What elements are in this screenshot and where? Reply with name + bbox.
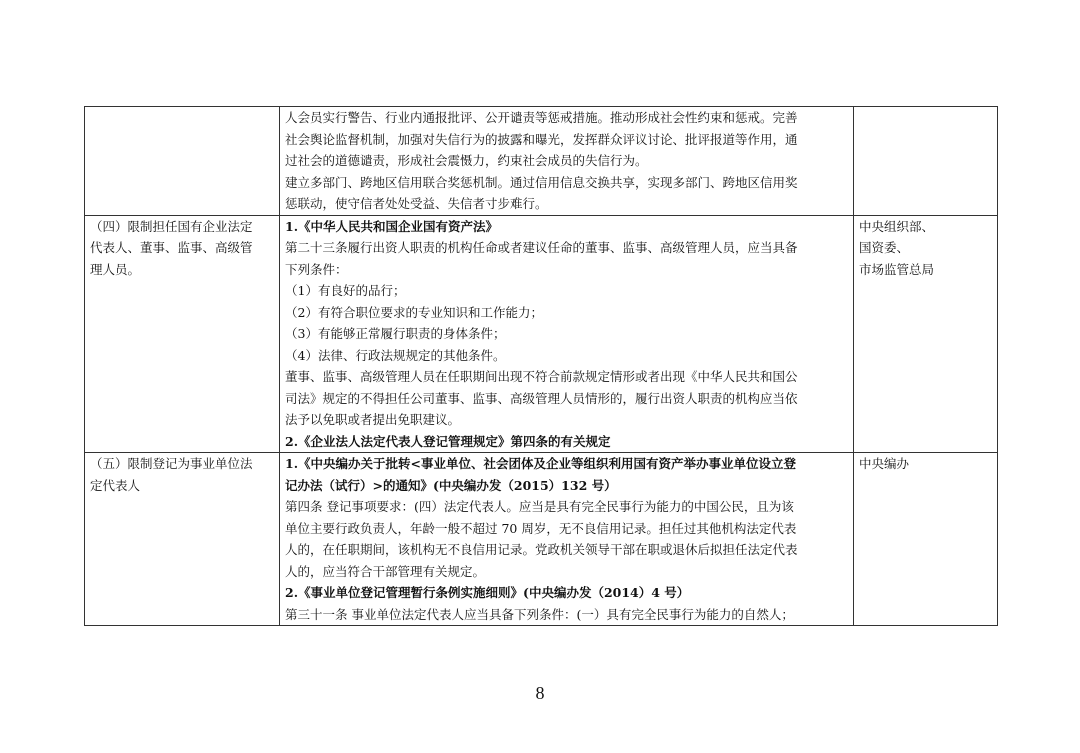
department-line: 国资委、 [859, 240, 910, 255]
content-line: 第四条 登记事项要求：(四）法定代表人。应当是具有完全民事行为能力的中国公民，且为该 [285, 499, 794, 514]
subject-line: 代表人、董事、监事、高级管 [90, 240, 253, 255]
content-line: 法予以免职或者提出免职建议。 [285, 412, 461, 427]
content-line: （3）有能够正常履行职责的身体条件； [285, 326, 506, 341]
content-line: （1）有良好的品行； [285, 283, 406, 298]
regulation-table [84, 106, 998, 626]
content-line: 董事、监事、高级管理人员在任职期间出现不符合前款规定情形或者出现《中华人民共和国公 [285, 369, 798, 384]
content-line: 人的，在任职期间，该机构无不良信用记录。党政机关领导干部在职或退休后拟担任法定代表 [285, 542, 798, 557]
content-line: 记办法（试行）>的通知》(中央编办发（2015）132 号） [285, 477, 617, 493]
department-cell [854, 453, 998, 626]
content-cell [280, 107, 854, 216]
content-cell [280, 453, 854, 626]
content-line: 第三十一条 事业单位法定代表人应当具备下列条件：(一）具有完全民事行为能力的自然人； [285, 606, 794, 622]
department-cell [854, 107, 998, 216]
content-line: 第二十三条履行出资人职责的机构任命或者建议任命的董事、监事、高级管理人员，应当具备 [285, 240, 798, 255]
content-line: 社会舆论监督机制，加强对失信行为的披露和曝光，发挥群众评议讨论、批评报道等作用，通 [285, 131, 798, 147]
department-line: 中央组织部、 [859, 218, 935, 234]
department-line: 市场监管总局 [859, 261, 935, 277]
content-line: 单位主要行政负责人，年龄一般不超过 70 周岁，无不良信用记录。担任过其他机构法定代表 [285, 520, 797, 536]
department-cell [854, 215, 998, 453]
subject-cell [85, 453, 280, 626]
table-row [85, 215, 998, 453]
content-line: 人会员实行警告、行业内通报批评、公开谴责等惩戒措施。推动形成社会性约束和惩戒。完善 [285, 110, 798, 125]
content-line: 1.《中央编办关于批转<事业单位、社会团体及企业等组织利用国有资产举办事业单位设立登 [285, 456, 797, 471]
department-line: 中央编办 [859, 456, 910, 471]
content-line: （4）法律、行政法规规定的其他条件。 [285, 347, 506, 363]
content-cell [280, 215, 854, 453]
content-line: （2）有符合职位要求的专业知识和工作能力； [285, 304, 543, 320]
table-row [85, 107, 998, 216]
content-line: 惩联动，使守信者处处受益、失信者寸步难行。 [285, 196, 548, 211]
subject-line: （五）限制登记为事业单位法 [90, 456, 253, 471]
content-line: 1.《中华人民共和国企业国有资产法》 [285, 218, 499, 234]
subject-cell [85, 215, 280, 453]
content-line: 人的，应当符合干部管理有关规定。 [285, 563, 486, 579]
content-line: 2.《企业法人法定代表人登记管理规定》第四条的有关规定 [285, 433, 611, 449]
content-line: 过社会的道德谴责，形成社会震慑力，约束社会成员的失信行为。 [285, 153, 648, 168]
content-line: 建立多部门、跨地区信用联合奖惩机制。通过信用信息交换共享，实现多部门、跨地区信用奖 [285, 174, 798, 190]
page-number: 8 [535, 683, 545, 703]
subject-line: （四）限制担任国有企业法定 [90, 218, 253, 234]
content-line: 2.《事业单位登记管理暂行条例实施细则》(中央编办发（2014）4 号） [285, 585, 690, 600]
table-row [85, 453, 998, 626]
subject-line: 定代表人 [90, 477, 141, 493]
subject-cell [85, 107, 280, 216]
subject-line: 理人员。 [90, 261, 141, 277]
content-line: 下列条件： [285, 261, 348, 277]
content-line: 司法》规定的不得担任公司董事、监事、高级管理人员情形的，履行出资人职责的机构应当依 [285, 390, 798, 406]
